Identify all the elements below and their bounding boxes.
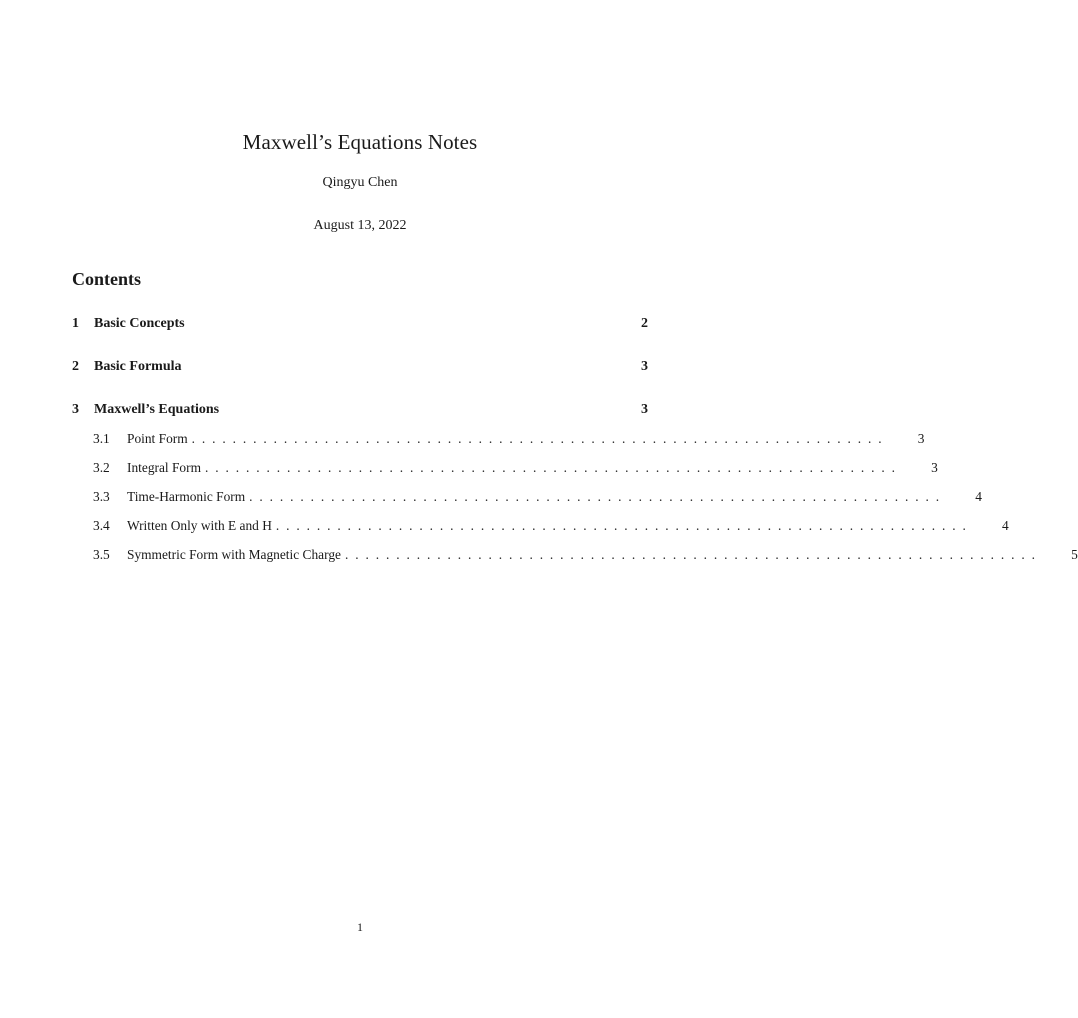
toc-section-number: 3 bbox=[72, 402, 79, 417]
toc-section-3[interactable] bbox=[72, 402, 648, 422]
toc-subsection-title: Point Form bbox=[127, 431, 188, 446]
toc-section-title: Maxwell’s Equations bbox=[94, 402, 220, 417]
page-number: 1 bbox=[357, 920, 363, 934]
toc-subsection-number: 3.1 bbox=[93, 431, 110, 446]
toc-subsection-page: 3 bbox=[931, 460, 938, 475]
toc-section-page: 3 bbox=[641, 359, 648, 374]
toc-subsection-3-5[interactable] bbox=[93, 547, 1078, 567]
toc-subsection-3-4[interactable] bbox=[93, 518, 1009, 538]
toc-leader-dots: .................................................................... bbox=[275, 518, 973, 533]
toc-section-page: 2 bbox=[641, 316, 648, 331]
author-name: Qingyu Chen bbox=[322, 175, 398, 190]
toc-leader-dots: .................................................................... bbox=[205, 460, 902, 475]
toc-subsection-title: Symmetric Form with Magnetic Charge bbox=[127, 547, 341, 562]
toc-subsection-number: 3.5 bbox=[93, 547, 110, 562]
toc-subsection-number: 3.4 bbox=[93, 518, 110, 533]
toc-section-title: Basic Concepts bbox=[94, 316, 185, 331]
toc-subsection-3-1[interactable] bbox=[93, 431, 925, 451]
document-date: August 13, 2022 bbox=[313, 218, 407, 233]
toc-section-page: 3 bbox=[641, 402, 648, 417]
toc-section-title: Basic Formula bbox=[94, 359, 182, 374]
toc-subsection-number: 3.3 bbox=[93, 489, 110, 504]
contents-heading: Contents bbox=[72, 269, 142, 289]
toc-subsection-number: 3.2 bbox=[93, 460, 110, 475]
toc-leader-dots: .................................................................... bbox=[249, 489, 946, 504]
toc-subsection-title: Time-Harmonic Form bbox=[127, 489, 246, 504]
toc-leader-dots: .................................................................... bbox=[191, 431, 889, 446]
toc-subsection-title: Integral Form bbox=[127, 460, 202, 475]
toc-subsection-page: 5 bbox=[1071, 547, 1078, 562]
toc-section-number: 1 bbox=[72, 316, 79, 331]
toc-section-number: 2 bbox=[72, 359, 79, 374]
toc-subsection-page: 3 bbox=[917, 431, 925, 446]
toc-leader-dots: .................................................................... bbox=[344, 547, 1042, 562]
toc-section-2[interactable] bbox=[72, 359, 648, 379]
toc-subsection-page: 4 bbox=[975, 489, 982, 504]
toc-subsection-3-3[interactable] bbox=[93, 489, 982, 509]
toc-section-1[interactable] bbox=[72, 316, 648, 336]
document-title: Maxwell’s Equations Notes bbox=[242, 130, 478, 154]
toc-subsection-title: Written Only with E and H bbox=[127, 518, 272, 533]
toc-subsection-3-2[interactable] bbox=[93, 460, 938, 480]
toc-subsection-page: 4 bbox=[1002, 518, 1009, 533]
